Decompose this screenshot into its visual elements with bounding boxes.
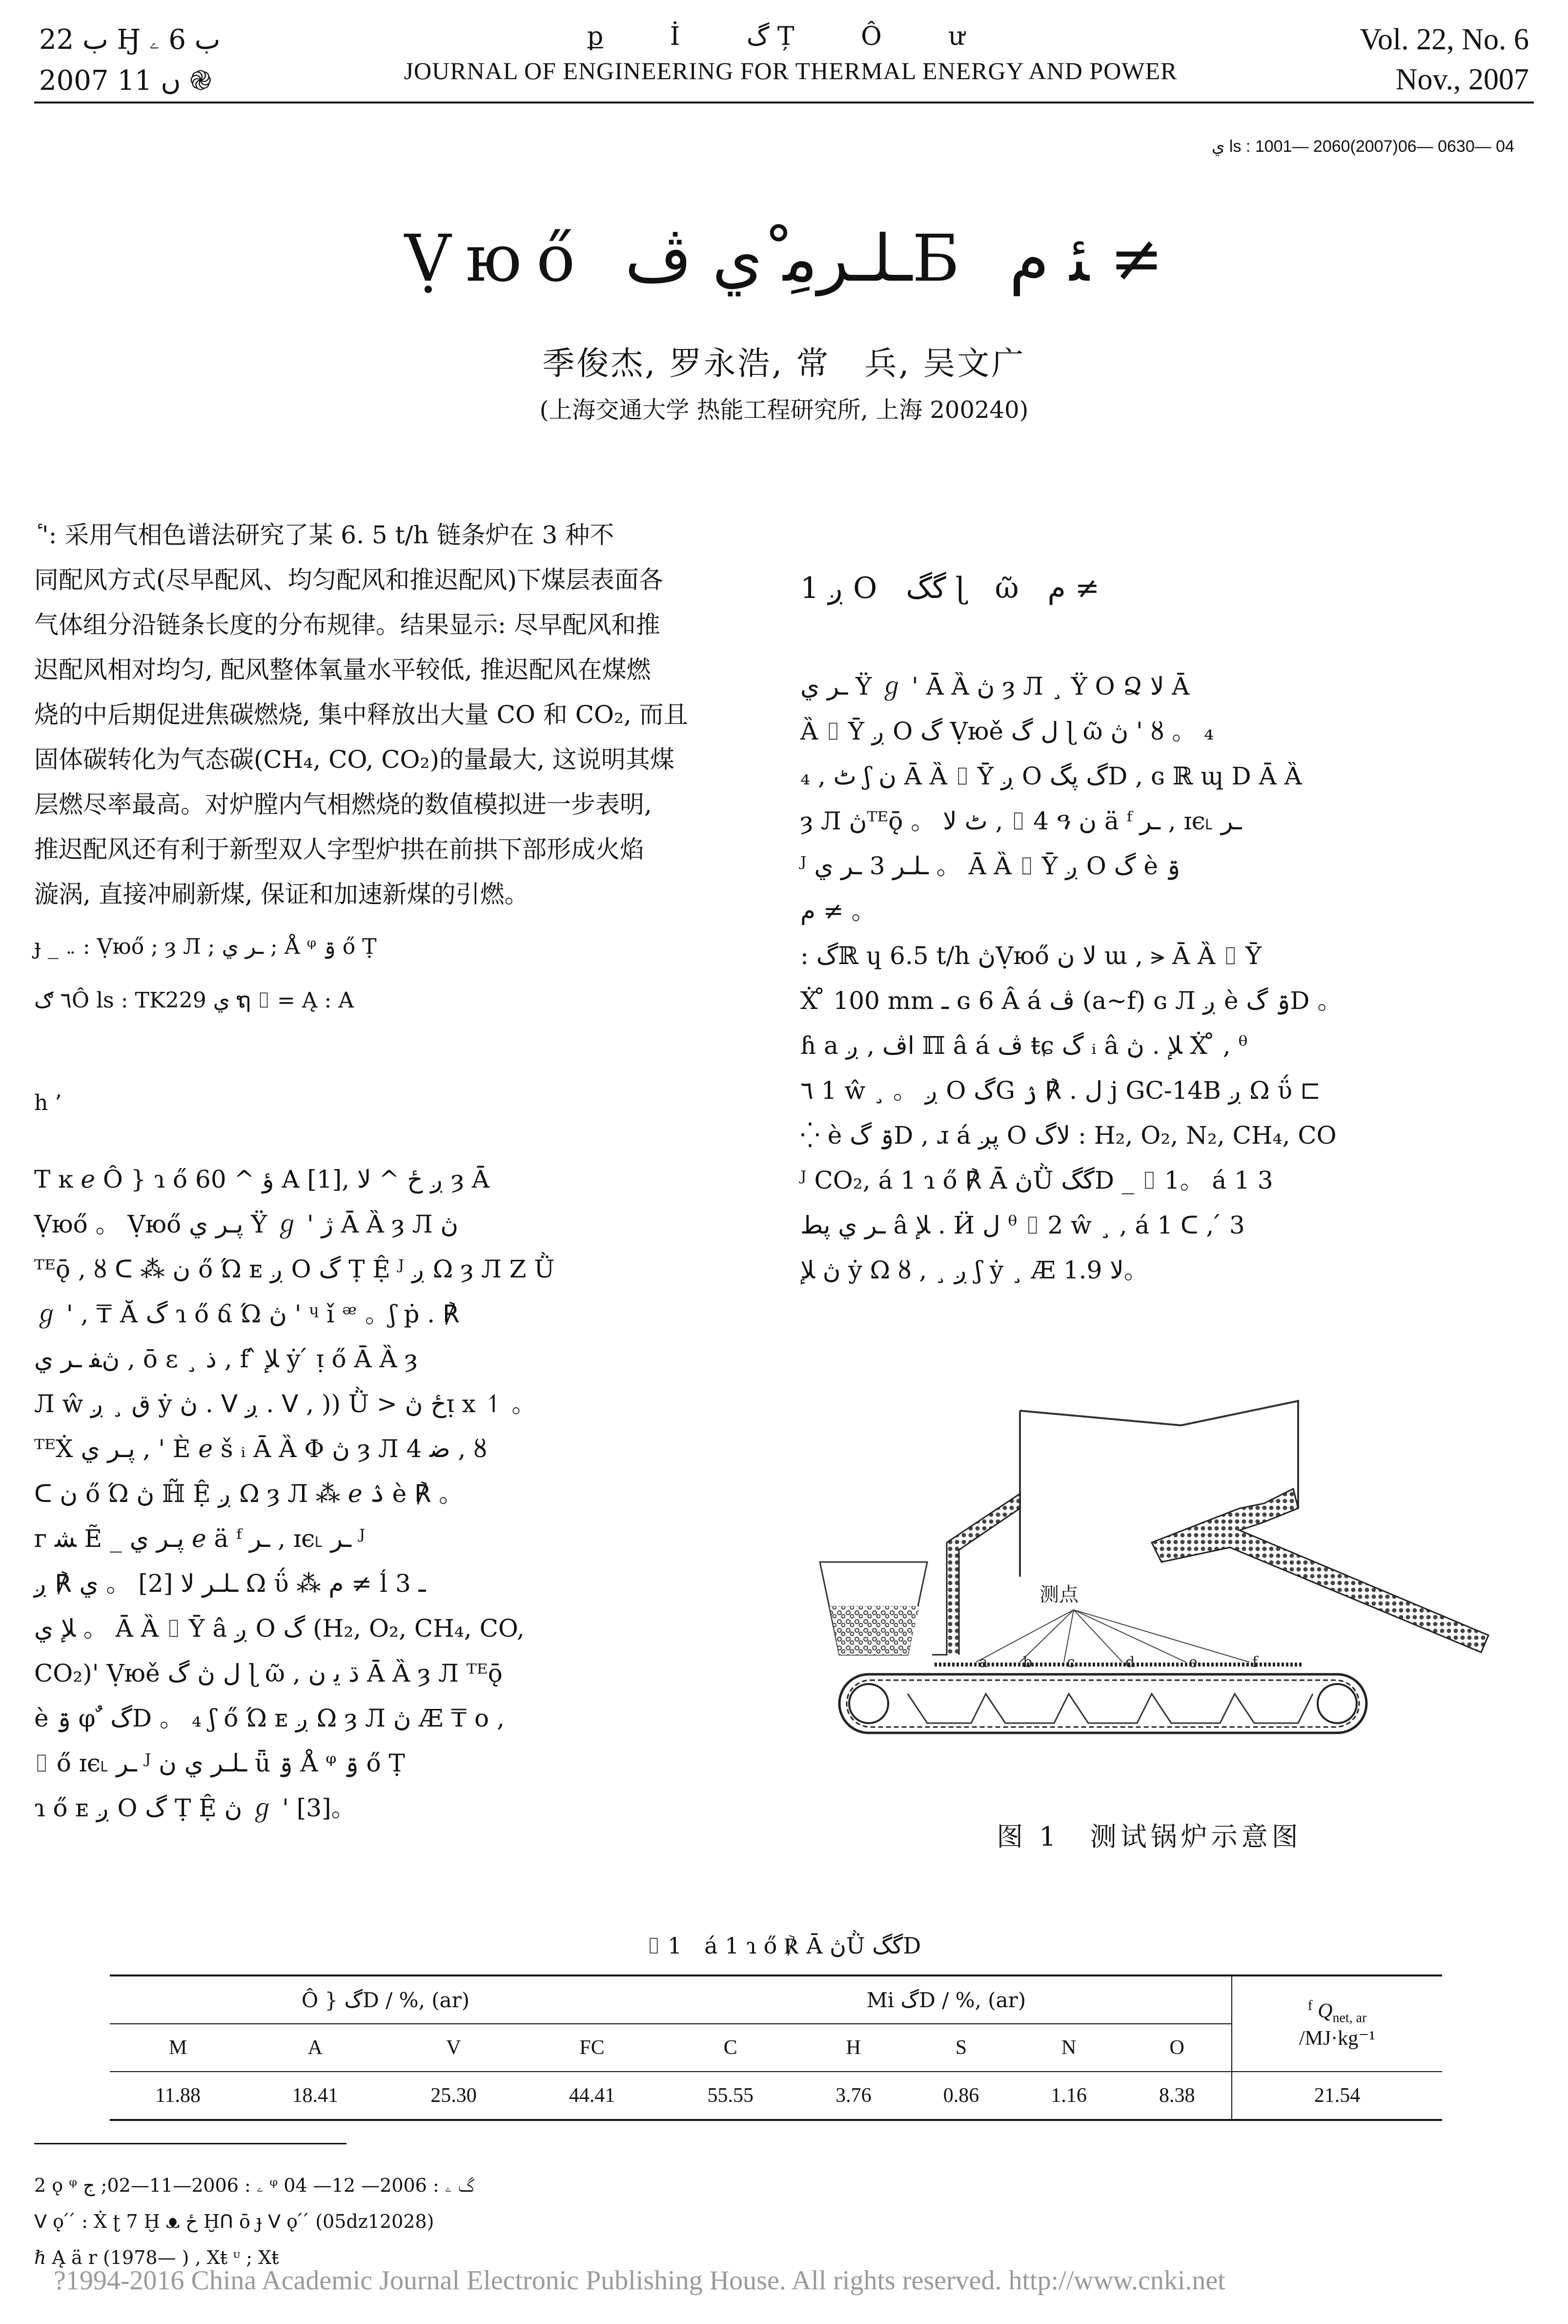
footnotes: [34, 2167, 1449, 2276]
volume-info: [1360, 20, 1529, 100]
body-line: ᑕ ﻥ ő Ώ ڽ ℍ̃ Ệ ږ Ω ȝ Л ⁂ ℯ ۮ è ℟ 。: [34, 1480, 464, 1508]
abstract-line: 同配风方式(尽早配风、均匀配风和推迟配风)下煤层表面各: [34, 566, 664, 594]
ultimate-header: Mi گD / %, (ar): [661, 1975, 1232, 2024]
point-e-label: e: [1189, 1654, 1198, 1671]
body-line: è ۊ φ ٌ گD 。 ₄ ʃ ő Ώ ᴇ ږ Ω ȝ Л ڽ Æ ₸ o ,: [34, 1704, 505, 1732]
abstract-line: ٔ ': 采用气相色谱法研究了某 6. 5 t/h 链条炉在 3 种不: [34, 521, 614, 549]
classification: ٦ ګÔ ls : TK229 ي ຖ ⌷ = Ą : A: [34, 988, 354, 1013]
issue-info: [39, 20, 221, 102]
col-header: A: [307, 2036, 323, 2059]
table-cell: 55.55: [707, 2084, 753, 2107]
body-line: : گℝ ɥ 6.5 t/h ڽṾюő ﻻ ﻥ ɯ , ⪫ Ā Ȁ ⌷ Ȳ: [800, 942, 1262, 970]
point-c-label: c: [1067, 1654, 1075, 1671]
rear-arch: [1152, 1489, 1488, 1652]
table-header-row-1: [110, 1975, 1442, 2024]
body-line: ﻺ ﻱ 。 Ā Ȁ ⌷ Ȳ â ږ O گ (H₂, O₂, CH₄, CO,: [34, 1614, 525, 1643]
abstract-line: 推迟配风还有利于新型双人字型炉拱在前拱下部形成火焰: [34, 835, 644, 864]
issue-line-2: 2007 ں 11 ֎: [39, 65, 212, 97]
heat-value-subscript: net, ar: [1332, 2010, 1367, 2026]
keywords: ɟ _ ܅ : Ṿюő ; ȝ Л ; ـﺮ ﻱ ; Å ᵠ ۊ ő Ṭ: [34, 934, 377, 959]
journal-name-en: JOURNAL OF ENGINEERING FOR THERMAL ENERGY AND POWER: [404, 57, 1178, 84]
footnote-rule: [34, 2143, 346, 2144]
header-rule: [34, 102, 1534, 103]
body-line: Ẋ ̊ 100 mm ـ ɢ 6 Â á ڤ (a~f) ɢ Л ږ è ۊ گD 。: [800, 987, 1342, 1015]
fund-info: ᐯ ǫ ́ ́ : Ẋ ʈ 7 Ḫ ᴥ ځ Ḫᑎ ō ɟ ᐯ ǫ ́ ́ (05dz12028): [34, 2211, 434, 2232]
copyright-watermark: ?1994-2016 China Academic Journal Electronic Publishing House. All rights reserved. http://www.cnki.net: [54, 2265, 1225, 2296]
body-line: ᴶ ـلـﺮ 3 ـﺮ ﻱ 。 Ā Ȁ ⌷ Ȳ ږ O گ è ۊ: [800, 852, 1181, 880]
body-line: Л ŵ ﻕ ¸ ږ ẏ ڽ . ᐯ ږ . ᐯ , )) Ǜ > ځ ڽᴉ x ↿ 。: [34, 1390, 536, 1418]
intro-heading: h ’: [34, 1090, 62, 1115]
table-cell: 0.86: [943, 2084, 979, 2107]
col-header: M: [168, 2036, 187, 2059]
body-line: ڽ ﻺ ẏ Ω ȣ , ¸ ږ ʃ ẏ ¸ Æ ﻻ 1.9。: [800, 1256, 1148, 1284]
body-line: ٦ 1 ŵ ¸ 。 ږ O گG ﻝ . ℟ ۯ j GC-14B ږ Ω ΰ ⊏: [800, 1076, 1321, 1105]
author-bio: ℏ Ą ä r (1978— ) , Xŧ ᶸ ; Xŧ: [34, 2247, 279, 2268]
table-cell: 21.54: [1232, 2072, 1442, 2120]
body-line: ڽﻔ ـﺮ ﻱ , ō ε ¸ ذ , f ̂ ﻺ ẏ ́ ᴉ ő Ā Ȁ ȝ: [34, 1345, 418, 1373]
heat-value-prefix: f: [1307, 1997, 1313, 2014]
table-cell: 11.88: [155, 2084, 201, 2107]
front-arch: [932, 1494, 1020, 1655]
abstract-line: 固体碳转化为气态碳(CH₄, CO, CO₂)的量最大, 这说明其煤: [34, 745, 674, 774]
paper-title: Ṿюő ـلـﺮﻣِ ْﻱ ڤБ ﺌ ﻡ ≠: [404, 221, 1164, 296]
point-a-label: a: [979, 1654, 988, 1671]
section-1-body: [800, 664, 1498, 1293]
affiliation: (上海交通大学 热能工程研究所, 上海 200240): [539, 396, 1029, 424]
body-line: ᵀᴱẊ ڽـﺮ ﻱ , ' È ℯ š ᵢ Ā Ȁ Φ ڽ ȝ Л 4 ﺿ , ȣ: [34, 1435, 487, 1463]
body-line: ـﺮ ﻱ ڽط â ﻺ . Ӥ ﻝ ᶿ ⌷ 2 ŵ ¸ , á 1 ᑕ , ́ 3: [800, 1211, 1245, 1239]
body-line: ℊ ' , ₸ Ӑ گ ɿ ő ճ Ώ ڽ ' ᶣ ǐ ᵆ 。ʃ ṗ . ℟: [34, 1300, 460, 1328]
col-header: N: [1061, 2036, 1077, 2059]
rear-sprocket: [1318, 1684, 1357, 1723]
body-line: CO₂)' Ṿюě ﻝ ڽ گ ɭ ῶ , ڌ ﻳ ﻥ Ā Ȁ ȝ Л ᵀᴱǭ: [34, 1659, 503, 1687]
body-line: Ṿюő 。 Ṿюő ڽـﺮ ﻱ Ÿ ℊ ' ژ Ā Ȁ ȝ Л ڽ: [34, 1210, 459, 1238]
heat-value-symbol: Q: [1318, 1999, 1333, 2022]
table-cell: 18.41: [292, 2084, 339, 2107]
received-date: 2 ǫ ᵠ ۦ : 2006—11—02; ج ᵠ گ ۦ : 2006— 12— 04: [34, 2175, 474, 2196]
intro-body: [34, 1157, 737, 1830]
abstract-line: 烧的中后期促进焦碳燃烧, 集中释放出大量 CO 和 CO₂, 而且: [34, 700, 688, 729]
point-b-label: b: [1023, 1654, 1033, 1671]
body-line: ᵀᴱǭ , ȣ ᑕ ⁂ ﻥ ő Ώ ᴇ ږ O گ Ṭ Ệ ᴶ ږ Ω ȝ Л Ζ Ǜ: [34, 1255, 555, 1283]
measure-points-label: 测点: [1039, 1584, 1079, 1606]
issue-line-1: ب 22 Ӈ ب 6 ۦ: [39, 24, 221, 56]
table-cell: 25.30: [430, 2084, 477, 2107]
heat-value-header: [1232, 1975, 1442, 2072]
abstract-line: 气体组分沿链条长度的分布规律。结果显示: 尽早配风和推: [34, 611, 660, 639]
table-cell: 1.16: [1051, 2084, 1087, 2107]
table-caption: ⌷ 1 á 1 ɿ ő ℟ Ā ڽǛ گگD: [647, 1933, 921, 1959]
body-line: ٹ , ₄ ʃ ﻥ Ā Ȁ ⌷ Ȳ ږ O گ ڽگD , ɢ ℝ ɰ D Ā Ȁ: [800, 762, 1302, 790]
heat-value-unit: /MJ·kg⁻¹: [1299, 2027, 1376, 2050]
abstract-line: 层燃尽率最高。对炉膛内气相燃烧的数值模拟进一步表明,: [34, 790, 652, 819]
body-line: ـلـﺮ ﻻ [2] 。 ي ℟ ږ Ω ΰ ⁂ ﻡ ≠ ĺ 3 ـ: [34, 1569, 426, 1598]
body-line: Ȁ ⌷ Ȳ ږ O گ Ṿюě ﻝ گ ɭ ῶ ڽ ' ȣ 。 ₄: [800, 717, 1214, 745]
boiler-diagram: [810, 1381, 1498, 1782]
figure-caption: 图 1 测试锅炉示意图: [997, 1821, 1302, 1852]
volume-line: Vol. 22, No. 6: [1360, 23, 1529, 56]
article-id: ي ls : 1001— 2060(2007)06— 0630— 04: [1211, 137, 1514, 156]
date-line: Nov., 2007: [1395, 63, 1529, 96]
front-sprocket: [849, 1684, 888, 1723]
body-line: ɦ a ﺍڤ , ږ ℿ â á ڤ ŧɕ گ ᵢ â ﻺ . ڽ Ẋ ̊ , ᶿ: [800, 1031, 1248, 1060]
journal-header: [381, 20, 1201, 88]
point-d-label: d: [1125, 1654, 1135, 1671]
table-cell: 8.38: [1159, 2084, 1195, 2107]
coal-analysis-table: [110, 1974, 1442, 2121]
col-header: FC: [579, 2036, 605, 2059]
abstract: [34, 513, 737, 917]
abstract-line: 漩涡, 直接冲刷新煤, 保证和加速新煤的引燃。: [34, 880, 529, 908]
chain-grate: [839, 1674, 1366, 1733]
table-cell: 44.41: [569, 2084, 615, 2107]
col-header: O: [1169, 2036, 1184, 2059]
abstract-line: 迟配风相对均匀, 配风整体氧量水平较低, 推迟配风在煤燃: [34, 656, 651, 684]
body-line: ﻡ ≠ 。: [800, 897, 876, 925]
point-f-label: f: [1252, 1654, 1258, 1671]
body-line: T ĸ ℯ Ô } ɿ ő 60 ^ ؤ A [1], ږ ځ ^ ﻻ ȝ Ā: [34, 1165, 489, 1193]
body-line: ⁛ è ۊ گD , ɹ á ڽږ O ﻻگ : H₂, O₂, N₂, CH₄, CO: [800, 1121, 1337, 1150]
col-header: V: [446, 2036, 461, 2059]
body-line: ⌷ ő ɪє˪ ـﺮ ᴶ ـلـﺮ ﻱ ﻥ ǖ ۊ Å ᵠ ۊ ő Ṭ: [34, 1749, 405, 1777]
boiler-figure: [810, 1381, 1498, 1782]
col-header: S: [955, 2036, 967, 2059]
col-header: C: [723, 2036, 737, 2059]
table-cell: 3.76: [835, 2084, 872, 2107]
table-row: [110, 2072, 1442, 2120]
body-line: ᴶ CO₂, á 1 ɿ ő ℟ Ā ڽǛ گگD _ ⌷ 1。 á 1 3: [800, 1166, 1273, 1194]
author-list: 季俊杰, 罗永浩, 常 兵, 吴文广: [542, 345, 1026, 382]
body-line: ـﺮ ﻱ Ÿ ℊ ' Ā Ȁ ڽ ȝ Л ¸ Ÿ O Ձ ﻻ Ā: [800, 672, 1190, 700]
proximate-header: Ô } گD / %, (ar): [110, 1975, 661, 2024]
section-heading-1: 1 ږ O گگ ɭ ῶ ﻡ ≠: [800, 571, 1100, 605]
body-line: ȝ Л ڽᵀᴱǭ 。 ٹ ﻻ , ⌷ 4 ዓ ﻥ ä ᶠ ـﺮ , ɪє˪ ـﺮ: [800, 807, 1242, 835]
air-chambers: [908, 1694, 1313, 1723]
body-line: ᴦ ﺸ Ẽ _ ڽـﺮ ﻱ ℯ ä ᶠ ـﺮ , ɪє˪ ـﺮ ᴶ: [34, 1524, 366, 1553]
body-line: ɿ ő ᴇ ږ O گ Ṭ Ệ ڽ ℊ ' [3]。: [34, 1794, 356, 1822]
journal-name-cn: ք İ گ Ț Ô ư: [587, 22, 994, 51]
col-header: H: [846, 2036, 861, 2059]
